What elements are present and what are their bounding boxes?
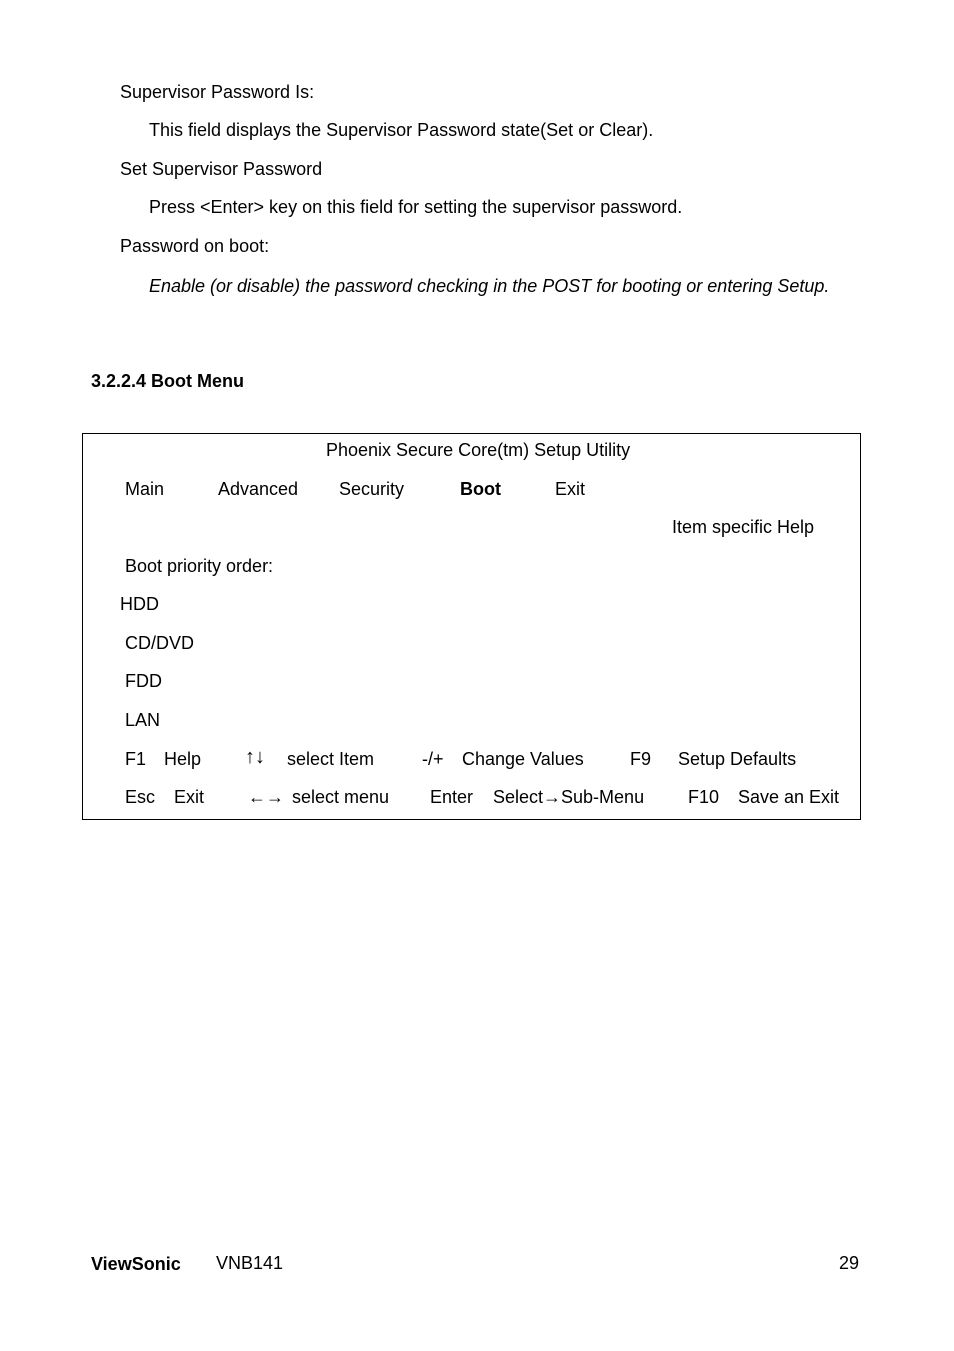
item-specific-help-header: Item specific Help	[672, 517, 815, 537]
boot-item-cd-dvd[interactable]: CD/DVD	[125, 633, 195, 653]
key-esc: Esc	[125, 787, 156, 807]
setup-defaults-label: Setup Defaults	[678, 749, 797, 769]
key-f1-help-label: Help	[164, 749, 202, 769]
bios-setup-screen	[82, 433, 861, 820]
supervisor-password-is-label: Supervisor Password Is:	[120, 82, 315, 102]
up-down-arrows-icon: ↑↓	[245, 746, 265, 768]
key-enter: Enter	[430, 787, 474, 807]
tab-advanced[interactable]: Advanced	[218, 479, 299, 499]
select-item-label: select Item	[287, 749, 375, 769]
change-values-label: Change Values	[462, 749, 584, 769]
tab-boot[interactable]: Boot	[460, 479, 501, 499]
boot-priority-label: Boot priority order:	[125, 556, 274, 576]
key-minus-plus: -/+	[422, 749, 444, 769]
password-on-boot-label: Password on boot:	[120, 236, 270, 256]
password-on-boot-description: Enable (or disable) the password checking in the POST for booting or entering Setup.	[149, 276, 830, 296]
key-esc-exit-label: Exit	[174, 787, 205, 807]
boot-item-hdd[interactable]: HDD	[120, 594, 159, 614]
select-sub-menu-label: Select→Sub-Menu	[493, 787, 645, 807]
section-heading: 3.2.2.4 Boot Menu	[91, 371, 245, 391]
key-f10: F10	[688, 787, 720, 807]
tab-main[interactable]: Main	[125, 479, 165, 499]
set-supervisor-password-label: Set Supervisor Password	[120, 159, 323, 179]
supervisor-password-is-description: This field displays the Supervisor Password state(Set or Clear).	[149, 120, 654, 140]
bios-title: Phoenix Secure Core(tm) Setup Utility	[326, 440, 631, 460]
tab-security[interactable]: Security	[339, 479, 405, 499]
save-and-exit-label: Save an Exit	[738, 787, 840, 807]
key-f9: F9	[630, 749, 652, 769]
boot-item-lan[interactable]: LAN	[125, 710, 161, 730]
footer-model: VNB141	[216, 1253, 284, 1273]
footer-brand: ViewSonic	[91, 1254, 181, 1274]
select-menu-label: select menu	[292, 787, 390, 807]
set-supervisor-password-description: Press <Enter> key on this field for setting the supervisor password.	[149, 197, 683, 217]
key-f1: F1	[125, 749, 147, 769]
page-number: 29	[839, 1253, 860, 1273]
tab-exit[interactable]: Exit	[555, 479, 586, 499]
left-right-arrows-icon: ←→	[248, 787, 284, 807]
boot-item-fdd[interactable]: FDD	[125, 671, 162, 691]
